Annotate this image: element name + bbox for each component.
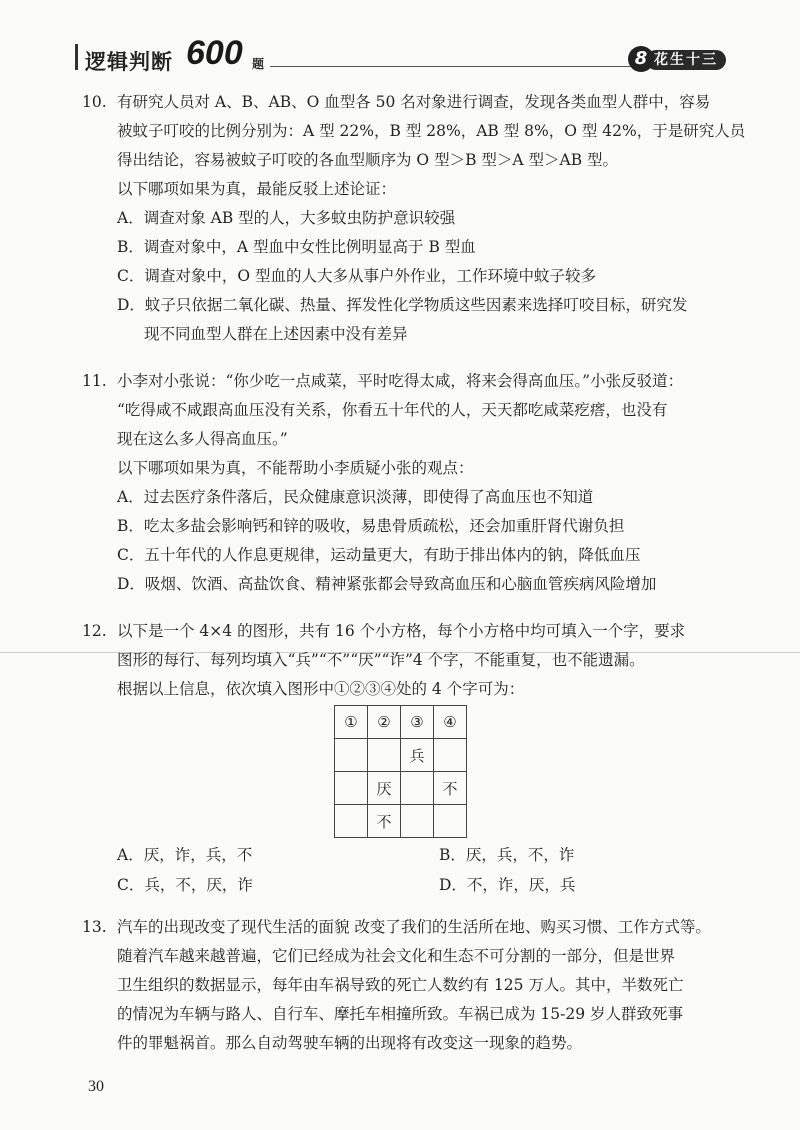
book-title: 逻辑判断 bbox=[85, 50, 173, 74]
grid-row bbox=[335, 706, 467, 739]
grid-row bbox=[335, 772, 467, 805]
page-header bbox=[75, 34, 735, 78]
option-c: C．调查对象中，O 型血的人大多从事户外作业，工作环境中蚊子较多 bbox=[117, 267, 596, 285]
grid-row bbox=[335, 739, 467, 772]
grid-row bbox=[335, 805, 467, 838]
question-text: 件的罪魁祸首。那么自动驾驶车辆的出现将有改变这一现象的趋势。 bbox=[117, 1034, 583, 1052]
question-text: 被蚊子叮咬的比例分别为：A 型 22%，B 型 28%，AB 型 8%，O 型 42%，于是研究人员 bbox=[117, 122, 746, 140]
grid-cell bbox=[335, 805, 368, 838]
question-text: 根据以上信息，依次填入图形中①②③④处的 4 个字可为： bbox=[117, 680, 525, 698]
question-number: 13. bbox=[82, 918, 107, 936]
option-d: D．不，诈，厌，兵 bbox=[439, 876, 576, 894]
option-d: D．蚊子只依据二氧化碳、热量、挥发性化学物质这些因素来选择叮咬目标，研究发 bbox=[117, 296, 688, 314]
puzzle-grid bbox=[334, 705, 467, 838]
option-d: D．吸烟、饮酒、高盐饮食、精神紧张都会导致高血压和心脑血管疾病风险增加 bbox=[117, 575, 657, 593]
option-a: A．调查对象 AB 型的人，大多蚊虫防护意识较强 bbox=[117, 209, 456, 227]
grid-cell bbox=[401, 772, 434, 805]
book-title-suffix: 题 bbox=[252, 57, 265, 71]
grid-cell bbox=[401, 805, 434, 838]
question-text: “吃得咸不咸跟高血压没有关系，你看五十年代的人，天天都吃咸菜疙瘩，也没有 bbox=[117, 401, 668, 419]
brand-initial: 8 bbox=[628, 46, 654, 72]
option-d-continued: 现不同血型人群在上述因素中没有差异 bbox=[144, 325, 408, 343]
grid-cell bbox=[335, 739, 368, 772]
option-b: B．吃太多盐会影响钙和锌的吸收，易患骨质疏松，还会加重肝肾代谢负担 bbox=[117, 517, 625, 535]
grid-cell: ③ bbox=[401, 706, 434, 739]
question-text: 图形的每行、每列均填入“兵”“不”“厌”“诈”4 个字，不能重复，也不能遗漏。 bbox=[117, 651, 645, 669]
grid-cell: 厌 bbox=[368, 772, 401, 805]
question-12 bbox=[82, 617, 742, 704]
question-text: 汽车的出现改变了现代生活的面貌 改变了我们的生活所在地、购买习惯、工作方式等。 bbox=[117, 918, 711, 936]
question-prompt: 以下哪项如果为真，最能反驳上述论证： bbox=[117, 180, 397, 198]
grid-cell: 兵 bbox=[401, 739, 434, 772]
answer-row bbox=[117, 873, 677, 902]
header-mark bbox=[75, 44, 78, 70]
grid-cell bbox=[434, 739, 467, 772]
grid-cell bbox=[368, 739, 401, 772]
brand-logo bbox=[628, 46, 728, 74]
grid-cell: ④ bbox=[434, 706, 467, 739]
question-text: 得出结论，容易被蚊子叮咬的各血型顺序为 O 型＞B 型＞A 型＞AB 型。 bbox=[117, 151, 619, 169]
grid-cell: ② bbox=[368, 706, 401, 739]
book-title-number: 600 bbox=[186, 34, 243, 72]
question-text: 现在这么多人得高血压。” bbox=[117, 430, 288, 448]
question-text: 的情况为车辆与路人、自行车、摩托车相撞所致。车祸已成为 15-29 岁人群致死事 bbox=[117, 1005, 684, 1023]
option-c: C．兵，不，厌，诈 bbox=[117, 876, 253, 894]
question-13 bbox=[82, 913, 742, 1058]
question-prompt: 以下哪项如果为真，不能帮助小李质疑小张的观点： bbox=[117, 459, 474, 477]
question-text: 小李对小张说：“你少吃一点咸菜，平时吃得太咸，将来会得高血压。”小张反驳道： bbox=[117, 372, 684, 390]
option-a: A．厌，诈，兵，不 bbox=[117, 846, 253, 864]
option-b: B．调查对象中，A 型血中女性比例明显高于 B 型血 bbox=[117, 238, 476, 256]
grid-cell: 不 bbox=[368, 805, 401, 838]
option-c: C．五十年代的人作息更规律，运动量更大，有助于排出体内的钠，降低血压 bbox=[117, 546, 641, 564]
question-number: 10. bbox=[82, 93, 107, 111]
question-number: 12. bbox=[82, 622, 107, 640]
page-number: 30 bbox=[88, 1078, 104, 1095]
question-text: 随着汽车越来越普遍，它们已经成为社会文化和生态不可分割的一部分，但是世界 bbox=[117, 947, 676, 965]
question-11 bbox=[82, 367, 742, 599]
question-10 bbox=[82, 88, 746, 349]
question-text: 卫生组织的数据显示，每年由车祸导致的死亡人数约有 125 万人。其中，半数死亡 bbox=[117, 976, 684, 994]
grid-cell bbox=[335, 772, 368, 805]
grid-cell: 不 bbox=[434, 772, 467, 805]
question-text: 有研究人员对 A、B、AB、O 血型各 50 名对象进行调查，发现各类血型人群中，容易 bbox=[117, 93, 711, 111]
answer-row bbox=[117, 843, 677, 872]
option-b: B．厌，兵，不，诈 bbox=[439, 846, 575, 864]
question-number: 11. bbox=[82, 372, 107, 390]
brand-text: 花生十三 bbox=[646, 50, 726, 70]
grid-cell bbox=[434, 805, 467, 838]
grid-cell: ① bbox=[335, 706, 368, 739]
option-a: A．过去医疗条件落后，民众健康意识淡薄，即使得了高血压也不知道 bbox=[117, 488, 594, 506]
question-text: 以下是一个 4×4 的图形，共有 16 个小方格，每个小方格中均可填入一个字，要求 bbox=[117, 622, 686, 640]
